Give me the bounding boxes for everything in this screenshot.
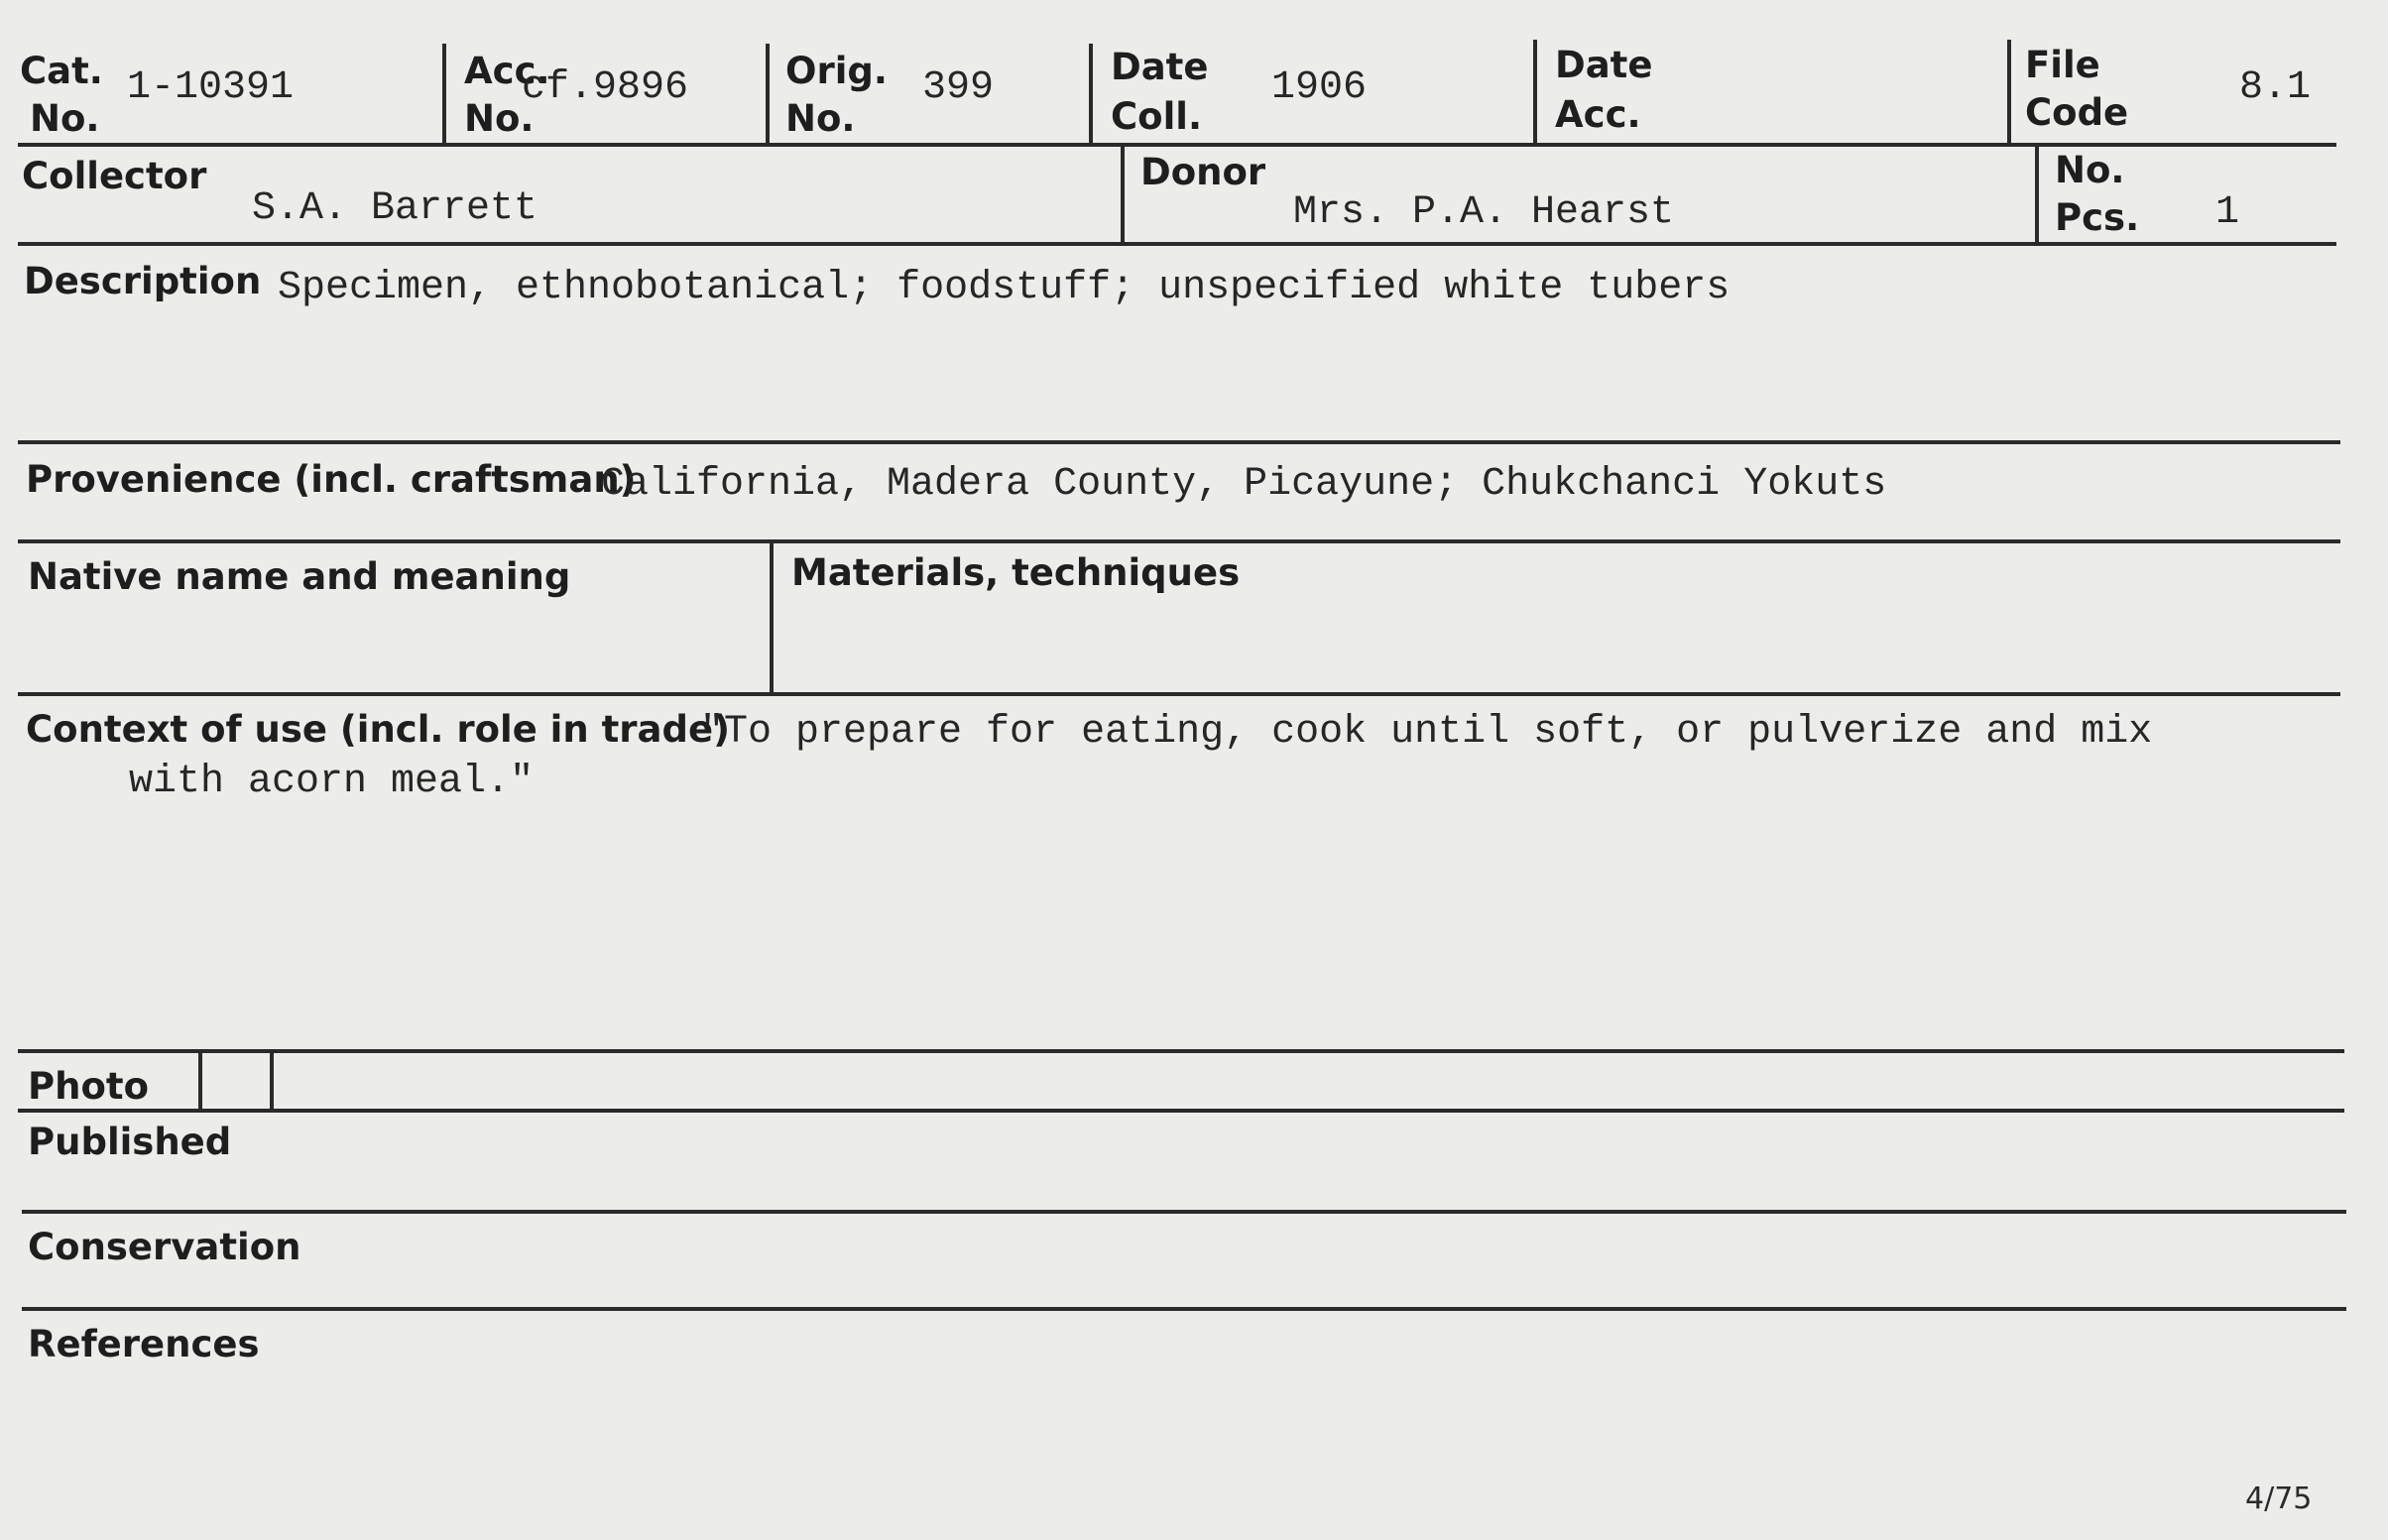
date-coll-label-line2: Coll.	[1111, 95, 1202, 138]
published-label: Published	[28, 1121, 232, 1163]
rule-conservation	[22, 1307, 2346, 1311]
acc-no-label-line2: No.	[464, 97, 535, 140]
cat-no-label-line2: No.	[30, 97, 100, 140]
provenience-label: Provenience (incl. craftsman)	[26, 458, 637, 501]
file-code-label-line1: File	[2025, 44, 2100, 86]
date-acc-label-line2: Acc.	[1555, 93, 1641, 136]
photo-label: Photo	[28, 1065, 149, 1108]
rule-description	[18, 440, 2340, 444]
references-label: References	[28, 1323, 260, 1365]
provenience-value: California, Madera County, Picayune; Chukchanci Yokuts	[601, 462, 1887, 507]
photo-box-left	[198, 1051, 202, 1113]
rule-row2	[18, 242, 2336, 246]
photo-box-right	[270, 1051, 274, 1113]
file-code-value: 8.1	[2239, 65, 2312, 110]
divider-datecoll-dateacc	[1533, 40, 1537, 143]
donor-value: Mrs. P.A. Hearst	[1293, 190, 1675, 235]
rule-published	[22, 1210, 2346, 1214]
orig-no-value: 399	[922, 65, 995, 110]
description-label: Description	[24, 260, 262, 302]
divider-cat-acc	[442, 44, 446, 147]
materials-label: Materials, techniques	[791, 551, 1241, 594]
date-acc-label-line1: Date	[1555, 44, 1653, 86]
context-value-line1: "To prepare for eating, cook until soft, or pulverize and mix	[700, 710, 2153, 755]
rule-photo	[18, 1109, 2344, 1113]
rule-context	[18, 1049, 2344, 1053]
cat-no-value: 1-10391	[127, 65, 295, 110]
date-coll-value: 1906	[1271, 65, 1368, 110]
rule-provenience	[18, 539, 2340, 543]
orig-no-label-line1: Orig.	[785, 50, 888, 92]
no-pcs-label-line2: Pcs.	[2055, 196, 2140, 239]
cat-no-label-line1: Cat.	[20, 50, 103, 92]
divider-dateacc-filecode	[2007, 40, 2011, 143]
divider-orig-datecoll	[1089, 44, 1093, 147]
native-name-label: Native name and meaning	[28, 555, 571, 598]
divider-acc-orig	[766, 44, 770, 147]
divider-collector-donor	[1121, 145, 1125, 246]
collector-label: Collector	[22, 155, 207, 197]
date-coll-label-line1: Date	[1111, 46, 1209, 88]
acc-no-value: cf.9896	[522, 65, 689, 110]
orig-no-label-line2: No.	[785, 97, 856, 140]
donor-label: Donor	[1140, 151, 1266, 193]
rule-native-materials	[18, 692, 2340, 696]
divider-native-materials	[770, 541, 774, 696]
description-value: Specimen, ethnobotanical; foodstuff; unspecified white tubers	[278, 266, 1731, 310]
rule-row1	[18, 143, 2336, 147]
form-code: 4/75	[2245, 1481, 2313, 1516]
context-value-line2: with acorn meal."	[129, 760, 535, 804]
conservation-label: Conservation	[28, 1226, 301, 1268]
file-code-label-line2: Code	[2025, 91, 2129, 134]
no-pcs-value: 1	[2215, 190, 2240, 235]
context-label: Context of use (incl. role in trade)	[26, 708, 730, 751]
acc-no-label-line1: Acc.	[464, 50, 550, 92]
divider-donor-pcs	[2035, 145, 2039, 244]
no-pcs-label-line1: No.	[2055, 149, 2125, 191]
collector-value: S.A. Barrett	[252, 186, 538, 231]
